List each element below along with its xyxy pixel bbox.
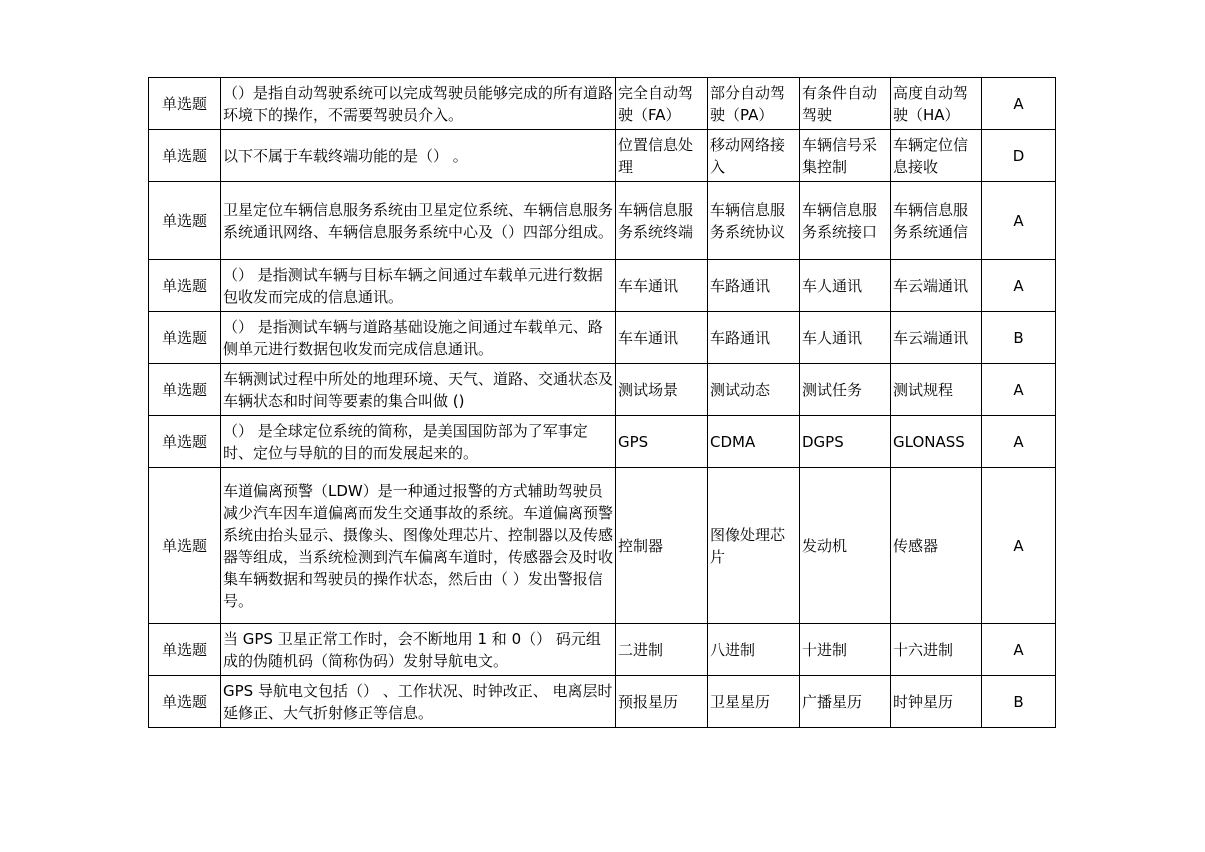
option-d: 十六进制 bbox=[891, 624, 982, 676]
table-row bbox=[149, 624, 1056, 676]
option-b: 卫星星历 bbox=[708, 676, 800, 728]
question-text: （） 是指测试车辆与道路基础设施之间通过车载单元、路侧单元进行数据包收发而完成信息通讯。 bbox=[221, 312, 616, 364]
question-text: 当 GPS 卫星正常工作时，会不断地用 1 和 0（） 码元组成的伪随机码（简称伪码）发射导航电文。 bbox=[221, 624, 616, 676]
option-c: 车人通讯 bbox=[800, 312, 891, 364]
answer: A bbox=[982, 260, 1056, 312]
option-b: 移动网络接入 bbox=[708, 130, 800, 182]
question-type: 单选题 bbox=[149, 78, 221, 130]
table-row bbox=[149, 260, 1056, 312]
question-text: （） 是全球定位系统的简称，是美国国防部为了军事定时、定位与导航的目的而发展起来的。 bbox=[221, 416, 616, 468]
option-a: 车车通讯 bbox=[616, 260, 708, 312]
option-c: 车辆信息服务系统接口 bbox=[800, 182, 891, 260]
option-a: 位置信息处理 bbox=[616, 130, 708, 182]
option-c: DGPS bbox=[800, 416, 891, 468]
question-type: 单选题 bbox=[149, 468, 221, 624]
answer: A bbox=[982, 364, 1056, 416]
option-b: 八进制 bbox=[708, 624, 800, 676]
option-a: 完全自动驾驶（FA） bbox=[616, 78, 708, 130]
answer: B bbox=[982, 676, 1056, 728]
option-b: 车路通讯 bbox=[708, 312, 800, 364]
option-b: 车辆信息服务系统协议 bbox=[708, 182, 800, 260]
option-a: 车辆信息服务系统终端 bbox=[616, 182, 708, 260]
option-d: 测试规程 bbox=[891, 364, 982, 416]
question-table bbox=[148, 77, 1056, 728]
table-row bbox=[149, 130, 1056, 182]
option-a: 二进制 bbox=[616, 624, 708, 676]
question-text: 卫星定位车辆信息服务系统由卫星定位系统、车辆信息服务系统通讯网络、车辆信息服务系统中心及（）四部分组成。 bbox=[221, 182, 616, 260]
answer: A bbox=[982, 416, 1056, 468]
question-text: 车道偏离预警（LDW）是一种通过报警的方式辅助驾驶员减少汽车因车道偏离而发生交通事故的系统。车道偏离预警系统由抬头显示、摄像头、图像处理芯片、控制器以及传感器等组成，当系统检测到汽车偏离车道时，传感器会及时收集车辆数据和驾驶员的操作状态，然后由（ ）发出警报信号。 bbox=[221, 468, 616, 624]
question-table-body bbox=[149, 78, 1056, 728]
option-c: 车辆信号采集控制 bbox=[800, 130, 891, 182]
answer: D bbox=[982, 130, 1056, 182]
answer: A bbox=[982, 182, 1056, 260]
question-text: 车辆测试过程中所处的地理环境、天气、道路、交通状态及车辆状态和时间等要素的集合叫做 () bbox=[221, 364, 616, 416]
question-text: （） 是指测试车辆与目标车辆之间通过车载单元进行数据包收发而完成的信息通讯。 bbox=[221, 260, 616, 312]
question-type: 单选题 bbox=[149, 130, 221, 182]
question-type: 单选题 bbox=[149, 624, 221, 676]
option-c: 广播星历 bbox=[800, 676, 891, 728]
question-type: 单选题 bbox=[149, 182, 221, 260]
option-a: 预报星历 bbox=[616, 676, 708, 728]
table-row bbox=[149, 312, 1056, 364]
option-d: 传感器 bbox=[891, 468, 982, 624]
table-row bbox=[149, 78, 1056, 130]
option-b: 部分自动驾驶（PA） bbox=[708, 78, 800, 130]
table-row bbox=[149, 676, 1056, 728]
option-d: GLONASS bbox=[891, 416, 982, 468]
option-a: 车车通讯 bbox=[616, 312, 708, 364]
table-row bbox=[149, 182, 1056, 260]
table-row bbox=[149, 416, 1056, 468]
question-type: 单选题 bbox=[149, 312, 221, 364]
option-d: 车辆信息服务系统通信 bbox=[891, 182, 982, 260]
option-c: 车人通讯 bbox=[800, 260, 891, 312]
question-type: 单选题 bbox=[149, 260, 221, 312]
option-c: 有条件自动驾驶 bbox=[800, 78, 891, 130]
question-type: 单选题 bbox=[149, 416, 221, 468]
option-a: 测试场景 bbox=[616, 364, 708, 416]
table-row bbox=[149, 468, 1056, 624]
question-text: （）是指自动驾驶系统可以完成驾驶员能够完成的所有道路环境下的操作，不需要驾驶员介入。 bbox=[221, 78, 616, 130]
question-text: 以下不属于车载终端功能的是（） 。 bbox=[221, 130, 616, 182]
option-b: 测试动态 bbox=[708, 364, 800, 416]
option-a: GPS bbox=[616, 416, 708, 468]
option-d: 高度自动驾驶（HA） bbox=[891, 78, 982, 130]
option-d: 车云端通讯 bbox=[891, 312, 982, 364]
answer: A bbox=[982, 468, 1056, 624]
option-d: 车辆定位信息接收 bbox=[891, 130, 982, 182]
question-type: 单选题 bbox=[149, 364, 221, 416]
option-b: CDMA bbox=[708, 416, 800, 468]
option-b: 车路通讯 bbox=[708, 260, 800, 312]
option-d: 车云端通讯 bbox=[891, 260, 982, 312]
option-c: 十进制 bbox=[800, 624, 891, 676]
question-text: GPS 导航电文包括（） 、工作状况、时钟改正、 电离层时延修正、大气折射修正等信息。 bbox=[221, 676, 616, 728]
option-c: 发动机 bbox=[800, 468, 891, 624]
table-row bbox=[149, 364, 1056, 416]
option-c: 测试任务 bbox=[800, 364, 891, 416]
answer: A bbox=[982, 624, 1056, 676]
option-b: 图像处理芯片 bbox=[708, 468, 800, 624]
answer: A bbox=[982, 78, 1056, 130]
option-d: 时钟星历 bbox=[891, 676, 982, 728]
option-a: 控制器 bbox=[616, 468, 708, 624]
answer: B bbox=[982, 312, 1056, 364]
question-type: 单选题 bbox=[149, 676, 221, 728]
